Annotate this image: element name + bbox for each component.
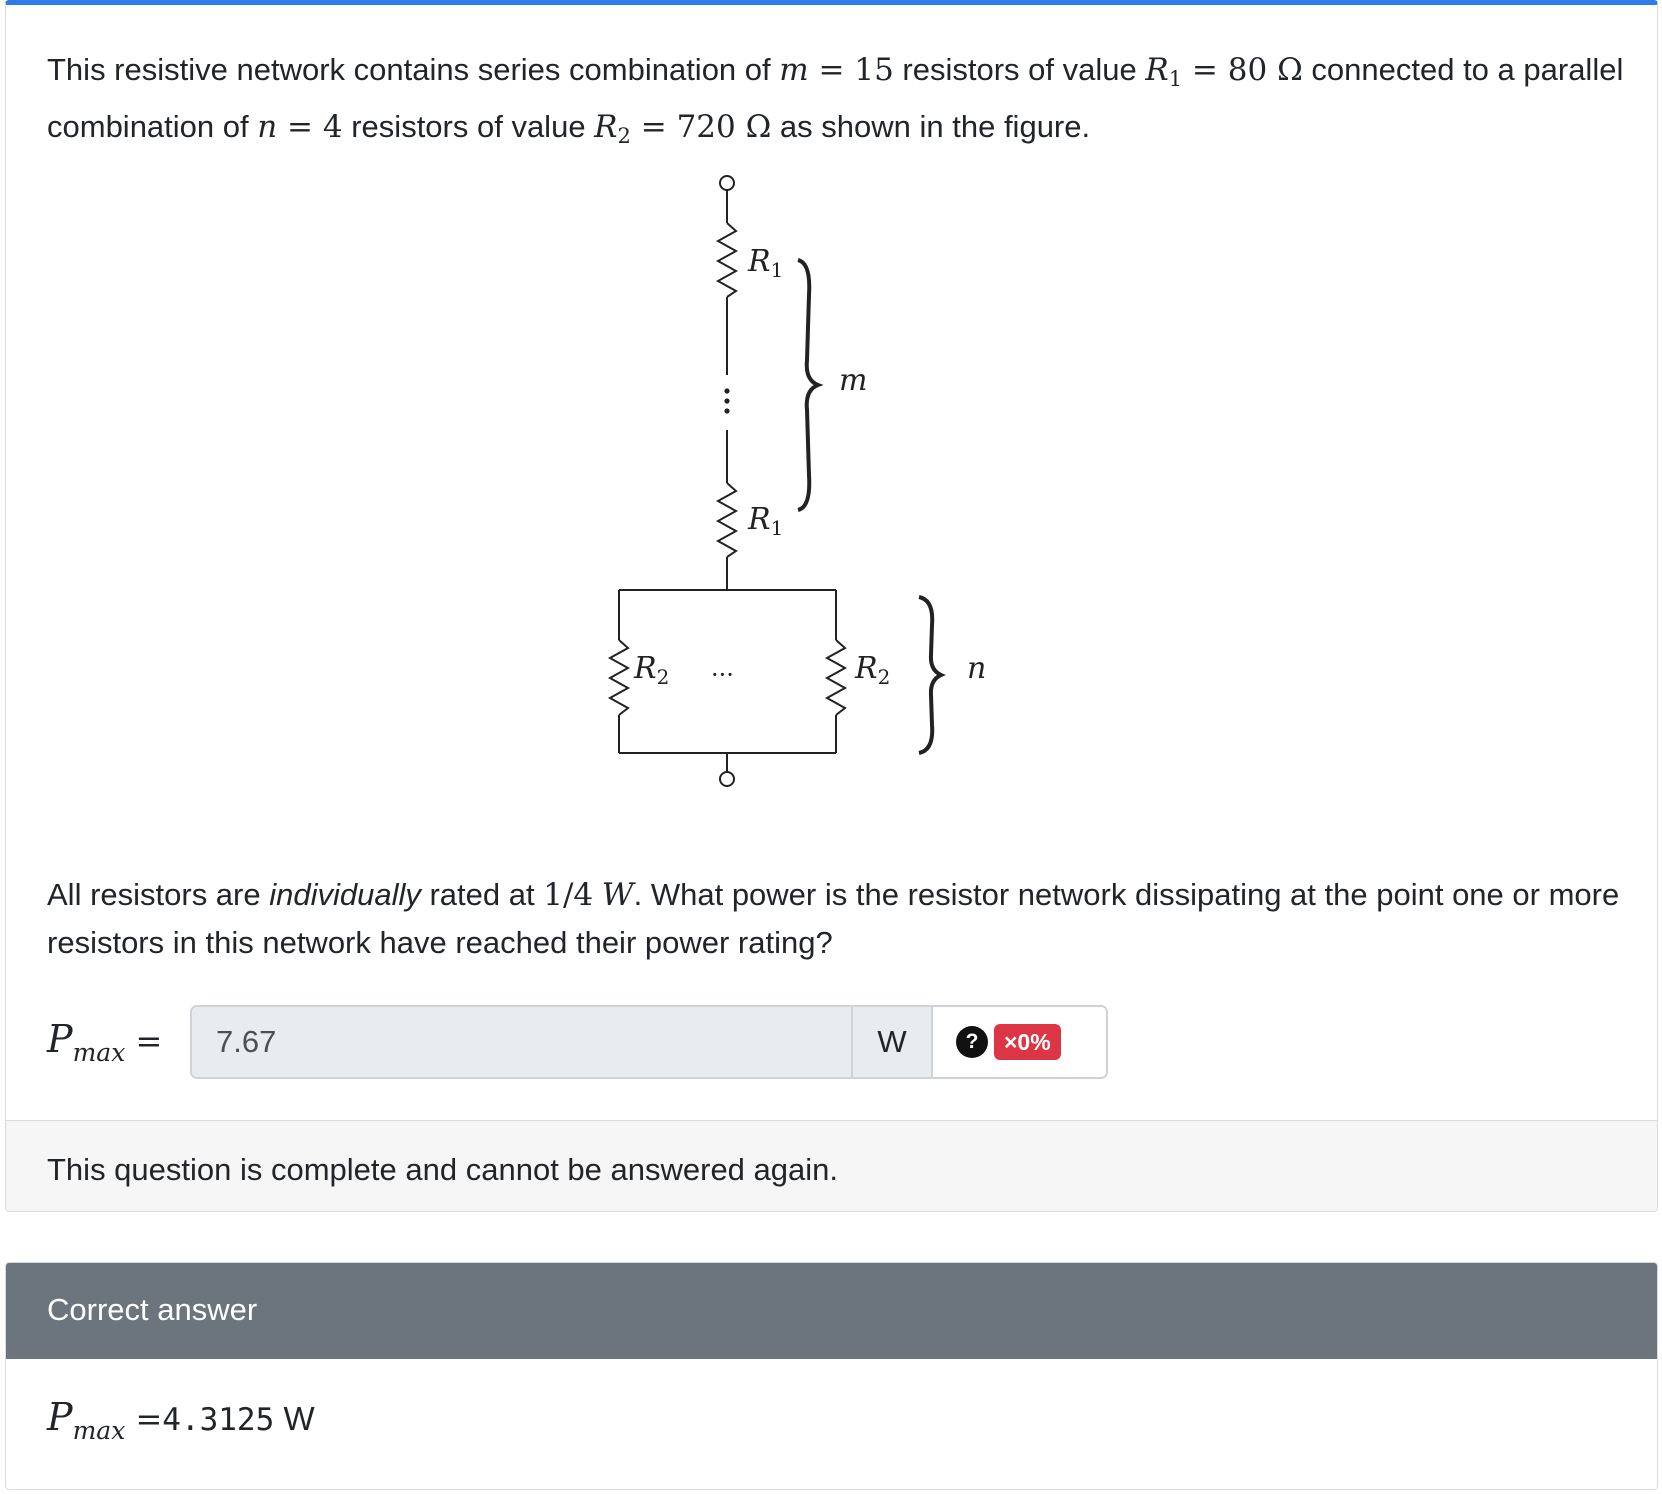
intro-text-1: This resistive network contains series combination of [47,52,780,87]
n-value: 4 [322,109,343,145]
label-m: m [839,363,868,398]
question-prompt [47,871,1627,967]
correct-answer-body [47,1395,315,1445]
r1-value: 80 Ω [1227,52,1303,88]
prompt-emphasis: individually [269,877,421,912]
prompt-text-2: rated at [420,877,544,912]
prompt-text-3: . What power is the resistor network dissipating at the point one or more resistors in this network have reached their power rating? [47,877,1620,960]
m-variable: m [779,52,809,88]
intro-text-3: connected to a parallel combination of [47,52,1624,144]
bottom-terminal [720,772,734,786]
prompt-text-1: All resistors are [47,877,270,912]
label-n: n [967,651,987,686]
resistor-r2-right [827,640,845,715]
r2-subscript: 2 [617,124,631,148]
p-subscript: max [72,1038,126,1067]
answer-row [47,1005,1107,1079]
parallel-dots: ··· [711,661,734,689]
label-r2-left: $R_2$ [634,651,670,689]
equals-sign: = [125,1400,163,1438]
m-value: 15 [854,52,894,88]
top-terminal [720,176,734,190]
question-intro [47,46,1627,160]
power-rating: 1/4 [543,877,594,913]
answer-input-group [190,1005,1108,1079]
resistor-r1-top [718,223,736,297]
correct-answer-unit: W [283,1400,315,1437]
resistor-r1-bottom [718,483,736,557]
equals-sign: = [1182,52,1228,88]
equals-sign: = [630,109,677,145]
correct-answer-title: Correct answer [47,1292,258,1327]
equals-sign: = [277,109,323,145]
p-symbol: P [47,1017,73,1061]
intro-text-5: as shown in the figure. [771,109,1091,144]
equals-sign: = [125,1022,163,1060]
n-variable: n [257,109,278,145]
r1-subscript: 1 [1168,67,1183,91]
label-r2-right: $R_2$ [855,651,891,689]
help-icon[interactable]: ? [956,1026,988,1058]
r1-symbol: R [1145,52,1169,88]
equals-sign: = [808,52,855,88]
p-symbol: P [47,1395,73,1439]
status-message: This question is complete and cannot be answered again. [47,1152,838,1187]
correct-answer-value: 4.3125 [162,1402,275,1438]
label-r1-bottom: $R_1$ [748,502,784,540]
intro-text-4: resistors of value [342,109,595,144]
question-footer [6,1120,1657,1212]
r2-value: 720 Ω [676,109,772,145]
question-card [5,0,1658,1212]
p-subscript: max [72,1416,126,1445]
circuit-diagram [526,175,1046,835]
correct-answer-card [5,1262,1658,1490]
n-brace [919,597,941,753]
label-r1-top: $R_1$ [748,244,784,282]
question-body [6,5,1657,1120]
answer-label [47,1017,162,1067]
power-rating-unit: W [601,877,634,913]
resistor-r2-left [610,640,628,715]
correct-answer-header [6,1263,1657,1359]
unit-label: W [853,1007,933,1077]
intro-text-2: resistors of value [893,52,1146,87]
score-badge: ×0% [994,1024,1061,1060]
m-brace [798,260,818,510]
r2-symbol: R [594,109,618,145]
feedback-area [933,1007,1106,1077]
answer-input[interactable] [192,1007,853,1077]
